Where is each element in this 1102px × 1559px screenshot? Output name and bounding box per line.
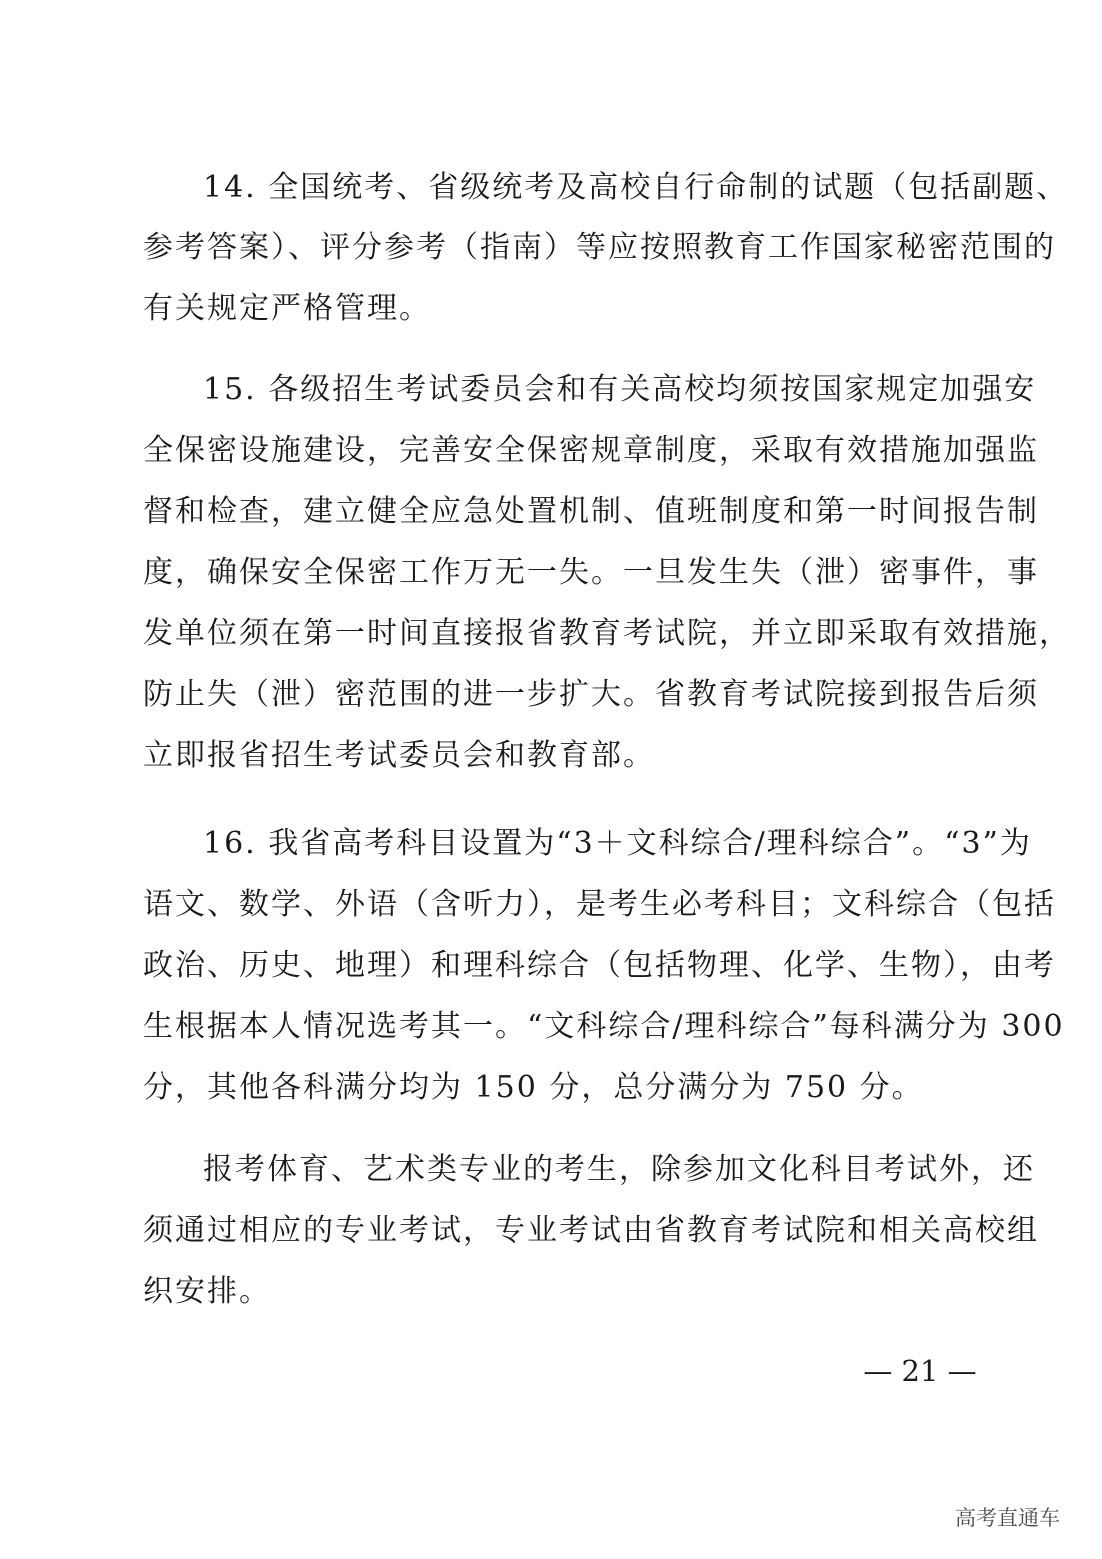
paragraph-line: 16. 我省高考科目设置为“3＋文科综合/理科综合”。“3”为: [203, 826, 1032, 861]
paragraph-line: 发单位须在第一时间直接报省教育考试院，并立即采取有效措施，: [143, 616, 1071, 651]
paragraph-line: 报考体育、艺术类专业的考生，除参加文化科目考试外，还: [203, 1152, 1035, 1187]
paragraph-line: 语文、数学、外语（含听力），是考生必考科目；文科综合（包括: [143, 887, 1056, 922]
watermark: 高考直通车: [955, 1506, 1060, 1530]
paragraph-line: 防止失（泄）密范围的进一步扩大。省教育考试院接到报告后须: [143, 677, 1039, 712]
paragraph-line: 全保密设施建设，完善安全保密规章制度，采取有效措施加强监: [143, 433, 1039, 468]
paragraph-line: 织安排。: [143, 1274, 271, 1309]
paragraph-line: 立即报省招生考试委员会和教育部。: [143, 738, 655, 773]
paragraph-line: 分，其他各科满分均为 150 分，总分满分为 750 分。: [143, 1070, 924, 1105]
page-number: — 21 —: [863, 1354, 977, 1388]
paragraph-line: 督和检查，建立健全应急处置机制、值班制度和第一时间报告制: [143, 494, 1039, 529]
paragraph-line: 参考答案）、评分参考（指南）等应按照教育工作国家秘密范围的: [143, 230, 1056, 265]
paragraph-line: 须通过相应的专业考试，专业考试由省教育考试院和相关高校组: [143, 1213, 1039, 1248]
paragraph-line: 政治、历史、地理）和理科综合（包括物理、化学、生物），由考: [143, 948, 1056, 983]
paragraph-line: 有关规定严格管理。: [143, 291, 431, 326]
paragraph-line: 15. 各级招生考试委员会和有关高校均须按国家规定加强安: [203, 372, 1037, 407]
paragraph-line: 14. 全国统考、省级统考及高校自行命制的试题（包括副题、: [203, 170, 1069, 205]
paragraph-line: 度，确保安全保密工作万无一失。一旦发生失（泄）密事件，事: [143, 555, 1039, 590]
paragraph-line: 生根据本人情况选考其一。“文科综合/理科综合”每科满分为 300: [143, 1009, 1065, 1044]
